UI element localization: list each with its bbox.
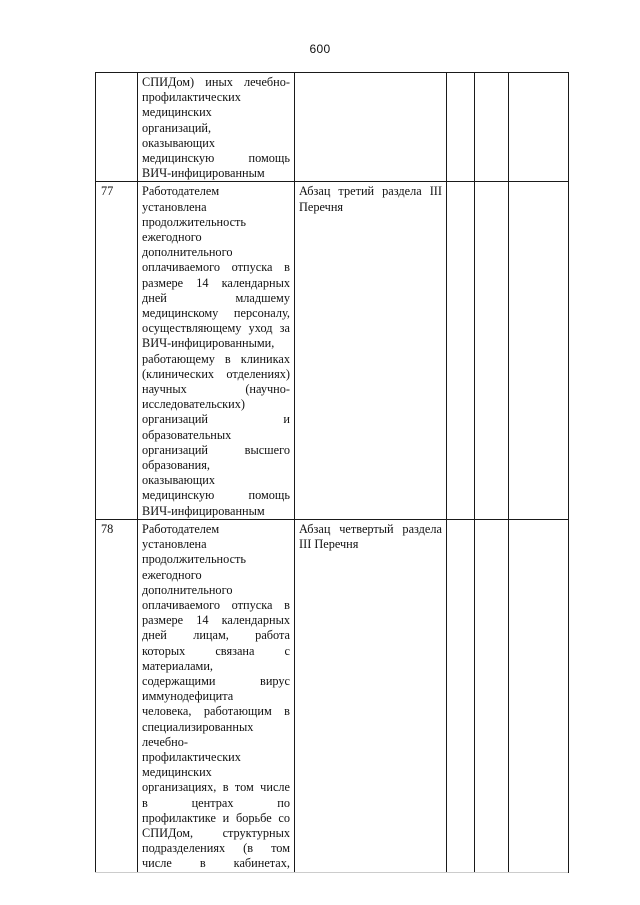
requirement-line: подразделениях (в том [142, 841, 290, 856]
requirement-line: в центрах по [142, 795, 290, 810]
requirement-line: осуществляющему уход за [142, 321, 290, 336]
requirement-line: человека, работающим в [142, 704, 290, 719]
requirement-cell [138, 519, 295, 872]
requirement-line: медицинских [142, 765, 212, 780]
requirement-line: дней младшему [142, 290, 290, 305]
requirement-line: организаций высшего [142, 442, 290, 457]
requirement-line: продолжительность [142, 552, 247, 567]
requirement-line: медицинскую помощь [142, 488, 290, 503]
requirement-text [142, 184, 290, 518]
requirement-line: установлена [142, 199, 207, 214]
requirement-line: ВИЧ-инфицированным [142, 503, 265, 518]
requirement-line: лечебно- [142, 734, 189, 749]
requirement-line: СПИДом, структурных [142, 825, 290, 840]
requirement-line: ежегодного [142, 567, 202, 582]
row-number-cell [96, 519, 138, 872]
requirement-line: организациях, в том числе [142, 780, 290, 795]
empty-cell [509, 182, 569, 519]
requirement-line: образования, [142, 458, 210, 473]
requirement-line: оплачиваемого отпуска в [142, 597, 290, 612]
requirement-line: СПИДом) иных лечебно- [142, 75, 290, 89]
requirement-line: числе в кабинетах, [142, 856, 290, 871]
empty-cell [509, 73, 569, 182]
table-row [96, 519, 569, 872]
requirement-line: размере 14 календарных [142, 613, 290, 628]
requirement-line: продолжительность [142, 214, 247, 229]
requirement-line: работающему в клиниках [142, 351, 290, 366]
legal-reference-cell [295, 519, 447, 872]
legal-reference-text [299, 522, 442, 552]
empty-cell [447, 519, 475, 872]
requirement-line: организаций и [142, 412, 290, 427]
requirement-line: Работодателем [142, 184, 220, 199]
reference-line: Абзац четвертый раздела [299, 521, 442, 536]
requirement-text [142, 75, 290, 181]
page-number: 600 [309, 42, 331, 56]
requirement-line: иммунодефицита [142, 689, 234, 704]
requirement-line: образовательных [142, 427, 232, 442]
legal-reference-cell [295, 182, 447, 519]
requirement-line: оплачиваемого отпуска в [142, 260, 290, 275]
requirement-line: медицинскую помощь [142, 151, 290, 166]
requirement-line: дополнительного [142, 245, 233, 260]
row-number: 77 [101, 184, 114, 199]
requirement-line: профилактических [142, 90, 241, 105]
requirement-line: медицинскому персоналу, [142, 306, 290, 321]
requirement-line: специализированных [142, 719, 254, 734]
requirement-line: материалами, [142, 658, 213, 673]
empty-cell [475, 182, 509, 519]
requirement-line: ВИЧ-инфицированным [142, 166, 265, 181]
row-number: 78 [101, 521, 114, 536]
requirement-cell [138, 73, 295, 182]
requirement-text [142, 522, 290, 872]
empty-cell [475, 519, 509, 872]
reference-line: Перечня [299, 199, 344, 214]
requirement-line: научных (научно- [142, 382, 290, 397]
requirements-table [95, 72, 569, 873]
requirement-line: которых связана с [142, 643, 290, 658]
requirement-line: оказывающих [142, 473, 216, 488]
row-number-cell [96, 182, 138, 519]
requirement-line: организаций, [142, 120, 212, 135]
requirement-cell [138, 182, 295, 519]
empty-cell [509, 519, 569, 872]
requirement-line: профилактике и борьбе со [142, 810, 290, 825]
reference-line: III Перечня [299, 537, 359, 552]
legal-reference-cell [295, 73, 447, 182]
table-row [96, 182, 569, 519]
empty-cell [447, 73, 475, 182]
requirement-line: (клинических отделениях) [142, 366, 290, 381]
requirement-line: медицинских [142, 105, 212, 120]
requirement-line: дней лицам, работа [142, 628, 290, 643]
requirement-line: Работодателем [142, 521, 220, 536]
table-row [96, 73, 569, 182]
requirement-line: ежегодного [142, 230, 202, 245]
empty-cell [447, 182, 475, 519]
requirement-line: оказывающих [142, 135, 216, 150]
requirement-line: исследовательских) [142, 397, 245, 412]
requirement-line: ВИЧ-инфицированными, [142, 336, 275, 351]
legal-reference-text [299, 184, 442, 214]
requirement-line: размере 14 календарных [142, 275, 290, 290]
scan-edge-line [95, 872, 568, 873]
reference-line: Абзац третий раздела III [299, 184, 442, 199]
requirement-line: содержащими вирус [142, 673, 290, 688]
requirement-line: профилактических [142, 749, 241, 764]
empty-cell [475, 73, 509, 182]
row-number-cell [96, 73, 138, 182]
requirement-line: установлена [142, 537, 207, 552]
requirement-line: дополнительного [142, 582, 233, 597]
